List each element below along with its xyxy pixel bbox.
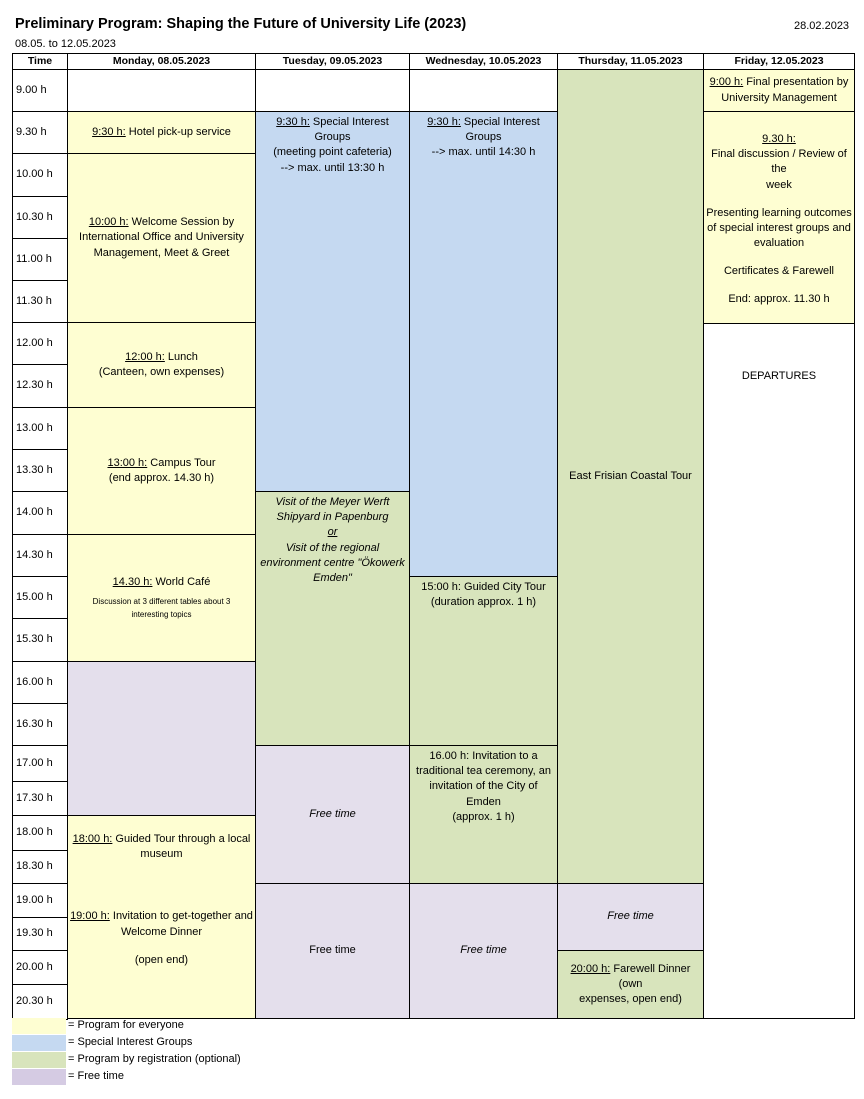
time-slot: 9.00 h [12,69,68,112]
friday-final-presentation: 9:00 h: Final presentation by University Management [703,69,855,112]
header-time: Time [12,53,68,70]
thursday-farewell-dinner: 20:00 h: Farewell Dinner (own expenses, open end) [557,950,704,1019]
time-slot: 11.30 h [12,280,68,323]
legend-program-everyone: = Program for everyone [12,1018,864,1034]
time-slot: 15.30 h [12,618,68,662]
monday-world-cafe: 14.30 h: World Café Discussion at 3 different tables about 3 interesting topics [67,534,256,662]
legend-swatch-lilac [12,1069,66,1085]
time-slot: 12.30 h [12,364,68,408]
friday-final-discussion: 9.30 h: Final discussion / Review of the week Presenting learning outcomes of special interest groups and evaluation Certificates & Farewell End: approx. 11.30 h [703,111,855,324]
monday-hotel-pickup: 9:30 h: Hotel pick-up service [67,111,256,154]
time-slot: 15.00 h [12,576,68,619]
time-slot: 10.00 h [12,153,68,197]
header-monday: Monday, 08.05.2023 [67,53,256,70]
schedule-grid [12,53,855,1019]
wednesday-tea-ceremony: 16.00 h: Invitation to a traditional tea ceremony, an invitation of the City of Emden (approx. 1 h) [409,745,558,884]
time-slot: 12.00 h [12,322,68,365]
wednesday-special-interest-groups: 9:30 h: Special Interest Groups --> max. until 14:30 h [409,111,558,577]
time-slot: 13.00 h [12,407,68,450]
time-slot: 16.00 h [12,661,68,704]
tuesday-empty-slot [255,69,410,112]
tuesday-special-interest-groups: 9:30 h: Special Interest Groups (meeting point cafeteria) --> max. until 13:30 h [255,111,410,492]
tuesday-free-time-afternoon: Free time [255,745,410,884]
thursday-free-time: Free time [557,883,704,951]
legend-registration: = Program by registration (optional) [12,1052,864,1068]
wednesday-empty-slot [409,69,558,112]
monday-lunch: 12:00 h: Lunch (Canteen, own expenses) [67,322,256,408]
time-slot: 20.30 h [12,984,68,1020]
legend-swatch-blue [12,1035,66,1051]
wednesday-guided-city-tour: 15:00 h: Guided City Tour (duration approx. 1 h) [409,576,558,746]
monday-evening-program: 18:00 h: Guided Tour through a local museum 19:00 h: Invitation to get-together and Welcome Dinner (open end) [67,815,256,1019]
header-wednesday: Wednesday, 10.05.2023 [409,53,558,70]
time-slot: 11.00 h [12,238,68,281]
time-slot: 19.00 h [12,883,68,918]
date-range: 08.05. to 12.05.2023 [15,38,116,50]
time-slot: 13.30 h [12,449,68,492]
time-slot: 14.00 h [12,491,68,535]
friday-departures: DEPARTURES [703,323,855,1019]
tuesday-excursion-visit: Visit of the Meyer Werft Shipyard in Papenburg or Visit of the regional environment centre "Ökowerk Emden" [255,491,410,746]
time-slot: 16.30 h [12,703,68,746]
time-slot: 18.00 h [12,815,68,851]
monday-campus-tour: 13:00 h: Campus Tour (end approx. 14.30 h) [67,407,256,535]
wednesday-free-time-evening: Free time [409,883,558,1019]
monday-empty-slot [67,69,256,112]
legend-swatch-green [12,1052,66,1068]
header-thursday: Thursday, 11.05.2023 [557,53,704,70]
time-slot: 14.30 h [12,534,68,577]
page-title: Preliminary Program: Shaping the Future of University Life (2023) [15,16,467,32]
document-date: 28.02.2023 [794,20,850,32]
legend-swatch-yellow [12,1018,66,1034]
monday-welcome-session: 10:00 h: Welcome Session by International Office and University Management, Meet & Greet [67,153,256,323]
header-friday: Friday, 12.05.2023 [703,53,855,70]
tuesday-free-time-evening: Free time [255,883,410,1019]
legend-free-time: = Free time [12,1069,864,1085]
legend-special-interest: = Special Interest Groups [12,1035,864,1051]
time-slot: 10.30 h [12,196,68,239]
time-slot: 19.30 h [12,917,68,951]
time-slot: 20.00 h [12,950,68,985]
time-slot: 18.30 h [12,850,68,884]
header-tuesday: Tuesday, 09.05.2023 [255,53,410,70]
time-slot: 17.30 h [12,781,68,816]
monday-free-block [67,661,256,816]
time-slot: 9.30 h [12,111,68,154]
time-slot: 17.00 h [12,745,68,782]
thursday-coastal-tour: East Frisian Coastal Tour [557,69,704,884]
